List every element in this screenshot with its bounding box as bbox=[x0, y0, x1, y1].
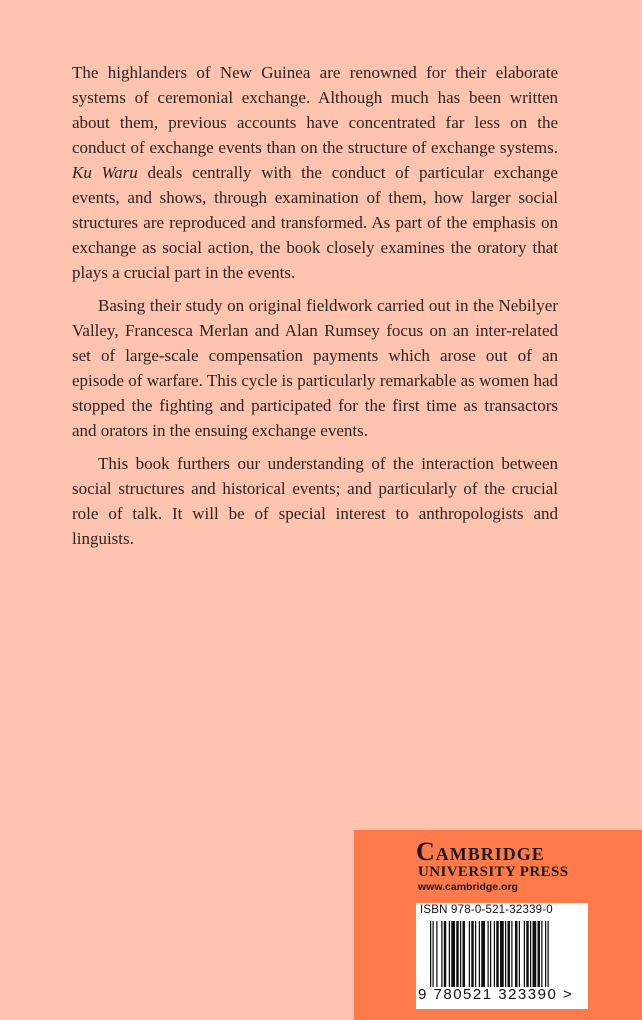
barcode-bar bbox=[508, 921, 511, 987]
barcode-bar bbox=[500, 921, 504, 987]
barcode-bar bbox=[548, 921, 549, 987]
barcode-bar bbox=[515, 921, 518, 987]
barcode-bar bbox=[456, 921, 459, 987]
barcode-bar bbox=[494, 921, 495, 987]
barcode-bar bbox=[471, 921, 474, 987]
blurb-paragraph-1-end: deals centrally with the conduct of particular exchange events, and shows, through examination of them, how larger social structures are reproduced and transformed. As part of the emphasis on exchange as social action, the book closely examines the oratory that plays a crucial part in the events. bbox=[72, 163, 558, 282]
barcode-bar bbox=[505, 921, 506, 987]
barcode-bar bbox=[533, 921, 537, 987]
barcode-bar bbox=[530, 921, 531, 987]
book-title-italic: Ku Waru bbox=[72, 163, 138, 182]
barcode-bar bbox=[451, 921, 455, 987]
barcode-bar bbox=[460, 921, 461, 987]
blurb-paragraph-1 bbox=[72, 60, 558, 285]
barcode-panel bbox=[416, 903, 588, 1009]
barcode-bar bbox=[519, 921, 520, 987]
barcode-digits: 9 780521 323390 > bbox=[418, 986, 574, 1003]
barcode-bar bbox=[524, 921, 525, 987]
barcode-bar bbox=[541, 921, 542, 987]
barcode-bar bbox=[496, 921, 499, 987]
barcode-bar bbox=[441, 921, 442, 987]
barcode-bar bbox=[430, 921, 431, 987]
barcode-bar bbox=[449, 921, 450, 987]
barcode-bar bbox=[526, 921, 529, 987]
publisher-panel bbox=[354, 830, 642, 1020]
barcode-bar bbox=[469, 921, 470, 987]
publisher-url: www.cambridge.org bbox=[418, 881, 518, 893]
barcode-bar bbox=[436, 921, 437, 987]
publisher-name bbox=[416, 839, 545, 865]
barcode-bar bbox=[511, 921, 512, 987]
barcode-bar bbox=[490, 921, 491, 987]
blurb-paragraph-3: This book furthers our understanding of the interaction between social structures and historical events; and particularly of the crucial role of talk. It will be of special interest to anthropologists and linguists. bbox=[72, 454, 558, 548]
barcode-bar bbox=[538, 921, 541, 987]
barcode-bar bbox=[463, 921, 466, 987]
blurb-paragraph-2: Basing their study on original fieldwork carried out in the Nebilyer Valley, Francesca Merlan and Alan Rumsey focus on an inter-related set of large-scale compensation payments which arose out of an episode of warfare. This cycle is particularly remarkable as women had stopped the fighting and participated for the first time as transactors and orators in the ensuing exchange events. bbox=[72, 296, 558, 440]
blurb-paragraph-1-start: The highlanders of New Guinea are renowned for their elaborate systems of ceremonial exchange. Although much has been written about them, previous accounts have concentrated far less on the conduct of exchange events than on the structure of exchange systems. bbox=[72, 63, 558, 157]
isbn-label: ISBN 978-0-521-32339-0 bbox=[420, 904, 553, 916]
publisher-name-text: Cambridge bbox=[416, 837, 545, 866]
barcode-bar bbox=[488, 921, 489, 987]
barcode-bar bbox=[475, 921, 476, 987]
barcode-bar bbox=[479, 921, 480, 987]
barcode-bar bbox=[545, 921, 546, 987]
barcode-bar bbox=[444, 921, 447, 987]
barcode-bar bbox=[433, 921, 434, 987]
barcode-bar bbox=[481, 921, 485, 987]
back-cover-blurb bbox=[72, 60, 558, 559]
publisher-subtitle: UNIVERSITY PRESS bbox=[418, 864, 569, 880]
